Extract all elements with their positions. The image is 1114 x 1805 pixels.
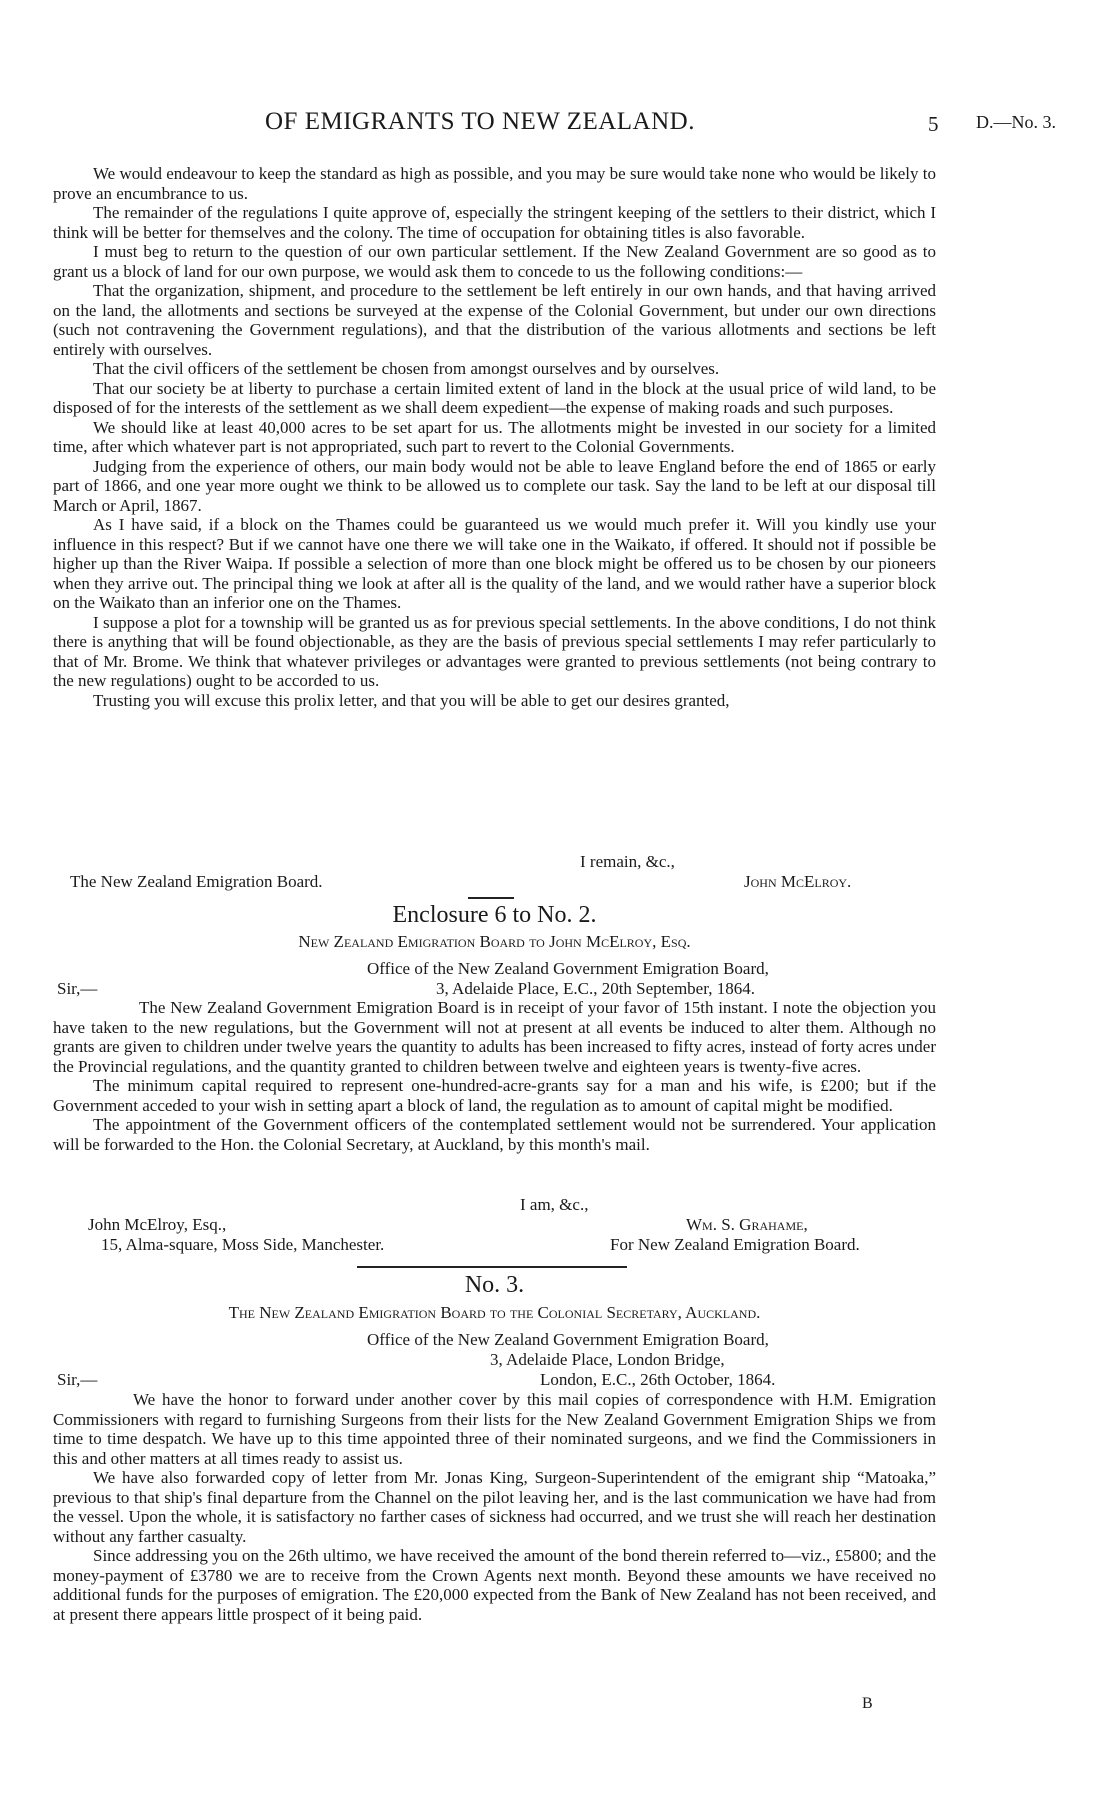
paragraph: The minimum capital required to represent one-hundred-acre-grants say for a man and his wife, is £200; but if the Government acceded to your wish in setting apart a block of land, the regulation as to amount of capital might be modified. [53,1076,936,1115]
page-number: 5 [928,112,939,136]
no3-address-line1: Office of the New Zealand Government Emigration Board, [367,1330,769,1349]
paragraph: That our society be at liberty to purchase a certain limited extent of land in the block at the usual price of wild land, to be disposed of for the interests of the settlement as we shall deem expedient—the expense of making roads and such purposes. [53,378,936,417]
paragraph: We have also forwarded copy of letter from Mr. Jonas King, Surgeon-Superintendent of the emigrant ship “Matoaka,” previous to that ship's final departure from the Channel on the pilot leaving her, and is the last communication we have had from the vessel. Upon the whole, it is satisfactory no farther cases of sickness had occurred, and we trust she will reach her destination without any farther casualty. [53,1468,936,1546]
page-title: OF EMIGRANTS TO NEW ZEALAND. [265,108,695,135]
enclosure-title: Enclosure 6 to No. 2. [392,902,597,928]
paragraph: I must beg to return to the question of our own particular settlement. If the New Zealand Government are so good as to grant us a block of land for our own purpose, we would ask them to concede to us the following conditions:— [53,242,936,281]
letter-addressee: The New Zealand Emigration Board. [70,872,323,891]
letter-mcelroy-body [53,164,936,710]
paragraph: The remainder of the regulations I quite approve of, especially the stringent keeping of the settlers to their district, which I think will be better for themselves and the colony. The time of occupation for obtaining titles is also favorable. [53,203,936,242]
section-subtitle: The New Zealand Emigration Board to the Colonial Secretary, Auckland. [228,1303,761,1322]
paragraph: Since addressing you on the 26th ultimo, we have received the amount of the bond therein referred to—viz., £5800; and the money-payment of £3780 we are to receive from the Crown Agents next month. Beyond these amounts we have received no additional funds for the purposes of emigration. The £20,000 expected from the Bank of New Zealand has not been received, and at present there appears little prospect of it being paid. [53,1546,936,1624]
no3-body [53,1390,936,1624]
signature-mark: B [862,1695,873,1712]
enclosure-signature: Wm. S. Grahame, [686,1215,808,1234]
document-reference: D.—No. 3. [976,112,1056,132]
enclosure-address-date: 3, Adelaide Place, E.C., 20th September, 1864. [436,979,755,998]
paragraph: That the organization, shipment, and procedure to the settlement be left entirely in our own hands, and that having arrived on the land, the allotments and sections be surveyed at the expense of the Colonial Government, but under our own directions (such not contravening the Government regulations), and that the distribution of the various allotments and sections be left entirely with ourselves. [53,281,936,359]
no3-salutation: Sir,— [57,1370,98,1389]
enclosure-subtitle: New Zealand Emigration Board to John McElroy, Esq. [298,932,691,951]
enclosure-address: Office of the New Zealand Government Emigration Board, [367,959,769,978]
enclosure-closing: I am, &c., [520,1195,589,1214]
enclosure-signature-title: For New Zealand Emigration Board. [610,1235,860,1254]
enclosure-addressee-address: 15, Alma-square, Moss Side, Manchester. [101,1235,385,1254]
enclosure-addressee-name: John McElroy, Esq., [88,1215,227,1234]
paragraph: That the civil officers of the settlement be chosen from amongst ourselves and by ourselves. [93,359,720,378]
paragraph: Trusting you will excuse this prolix letter, and that you will be able to get our desires granted, [93,690,730,710]
enclosure-body [53,998,936,1154]
divider [357,1266,627,1268]
divider [468,897,514,899]
paragraph: We should like at least 40,000 acres to be set apart for us. The allotments might be invested in our society for a limited time, after which whatever part is not appropriated, such part to revert to the Colonial Governments. [53,417,936,456]
enclosure-salutation: Sir,— [57,979,98,998]
paragraph: The New Zealand Government Emigration Board is in receipt of your favor of 15th instant. I note the objection you have taken to the new regulations, but the Government will not at present at all events be induced to alter them. Although no grants are given to children under twelve years the quantity to adults has been increased to fifty acres, instead of forty acres under the Provincial regulations, and the quantity granted to children between twelve and eighteen years is twenty-five acres. [53,998,936,1076]
paragraph: I suppose a plot for a township will be granted us as for previous special settlements. In the above conditions, I do not think there is anything that will be found objectionable, as they are the basis of previous special settlements I may refer particularly to that of Mr. Brome. We think that whatever privileges or advantages were granted to previous settlements (not being contrary to the new regulations) ought to be accorded to us. [53,612,936,690]
letter-signature: John McElroy. [744,872,852,891]
no3-address-date: London, E.C., 26th October, 1864. [540,1370,776,1389]
letter-closing: I remain, &c., [580,852,675,871]
section-title: No. 3. [464,1272,525,1298]
no3-address-line2: 3, Adelaide Place, London Bridge, [490,1350,725,1369]
paragraph: As I have said, if a block on the Thames could be guaranteed us we would much prefer it. Will you kindly use your influence in this respect? But if we cannot have one there we will take one in the Waikato, if offered. It should not if possible be higher up than the River Waipa. If possible a selection of more than one block might be offered us to be chosen by our pioneers when they arrive out. The principal thing we look at after all is the quality of the land, and we would rather have a superior block on the Waikato than an inferior one on the Thames. [53,515,936,612]
paragraph: We would endeavour to keep the standard as high as possible, and you may be sure would take none who would be likely to prove an encumbrance to us. [53,164,936,203]
paragraph: The appointment of the Government officers of the contemplated settlement would not be surrendered. Your application will be forwarded to the Hon. the Colonial Secretary, at Auckland, by this month's mail. [53,1115,936,1154]
paragraph: We have the honor to forward under another cover by this mail copies of correspondence with H.M. Emigration Commissioners with regard to furnishing Surgeons from their lists for the New Zealand Government Emigration Ships we from time to time despatch. We have up to this time appointed three of their nominated surgeons, and we find the Commissioners in this and other matters at all times ready to assist us. [53,1390,936,1468]
paragraph: Judging from the experience of others, our main body would not be able to leave England before the end of 1865 or early part of 1866, and one year more ought we think to be allowed us to complete our task. Say the land to be left at our disposal till March or April, 1867. [53,456,936,515]
